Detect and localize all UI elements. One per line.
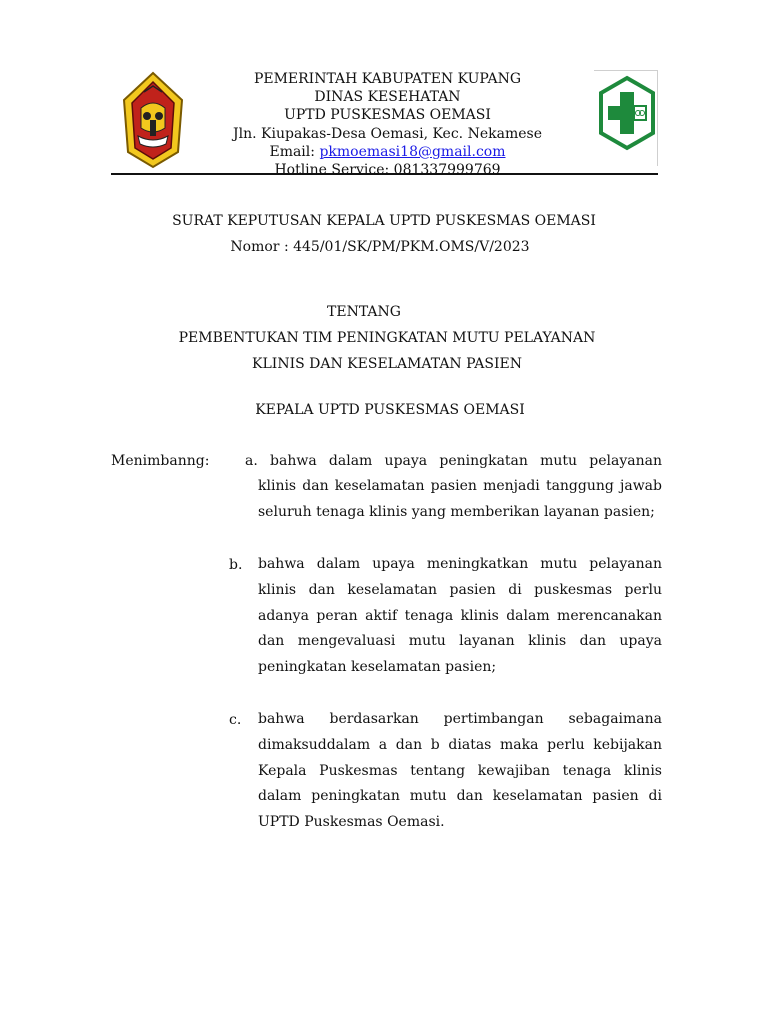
kabupaten-kupang-coat-of-arms-icon [120,70,186,170]
considerations-label: Menimbanng: [111,453,210,469]
subject-line-1: PEMBENTUKAN TIM PENINGKATAN MUTU PELAYANAN [178,330,596,346]
consideration-c-text: bahwa berdasarkan pertimbangan sebagaimana dimaksuddalam a dan b diatas maka perlu kebijakan Kepala Puskesmas tentang kewajiban tenaga klinis dalam peningkatan mutu dan keselamatan pasien di UPTD Puskesmas Oemasi. [258,711,662,831]
consideration-b-text: bahwa dalam upaya meningkatkan mutu pelayanan klinis dan keselamatan pasien di puskesmas perlu adanya peran aktif tenaga klinis dalam merencanakan dan mengevaluasi mutu layanan klinis dan upaya peningkatan keselamatan pasien; [258,556,662,676]
consideration-a-continued: klinis dan keselamatan pasien menjadi tanggung jawab seluruh tenaga klinis yang memberikan layanan pasien; [258,478,662,520]
letterhead-department: DINAS KESEHATAN [314,89,461,106]
letterhead-government: PEMERINTAH KABUPATEN KUPANG [253,71,522,87]
consideration-c-marker: c. [229,712,242,728]
decree-number: Nomor : 445/01/SK/PM/PKM.OMS/V/2023 [230,239,530,255]
letterhead-divider [111,173,658,175]
consideration-a-marker: a. [245,453,258,469]
consideration-a-line1: bahwa dalam upaya peningkatan mutu pelayanan [270,453,663,469]
letterhead-address: Jln. Kiupakas-Desa Oemasi, Kec. Nekamese [233,125,542,142]
consideration-a-first-line [245,453,662,469]
email-link[interactable]: pkmoemasi18@gmail.com [319,143,506,160]
decree-title: SURAT KEPUTUSAN KEPALA UPTD PUSKESMAS OEMASI [172,213,596,229]
consideration-b-marker: b. [229,557,243,573]
letterhead-institution: UPTD PUSKESMAS OEMASI [284,107,491,124]
subject-line-2: KLINIS DAN KESELAMATAN PASIEN [252,356,522,372]
issuer-title: KEPALA UPTD PUSKESMAS OEMASI [255,402,525,418]
puskesmas-green-cross-logo-icon [594,70,660,166]
letterhead-email-line [190,143,585,161]
email-label: Email: [269,143,320,160]
subject-label: TENTANG [327,304,401,320]
letterhead-hotline: Hotline Service: 081337999769 [274,162,501,179]
letterhead [190,70,585,179]
